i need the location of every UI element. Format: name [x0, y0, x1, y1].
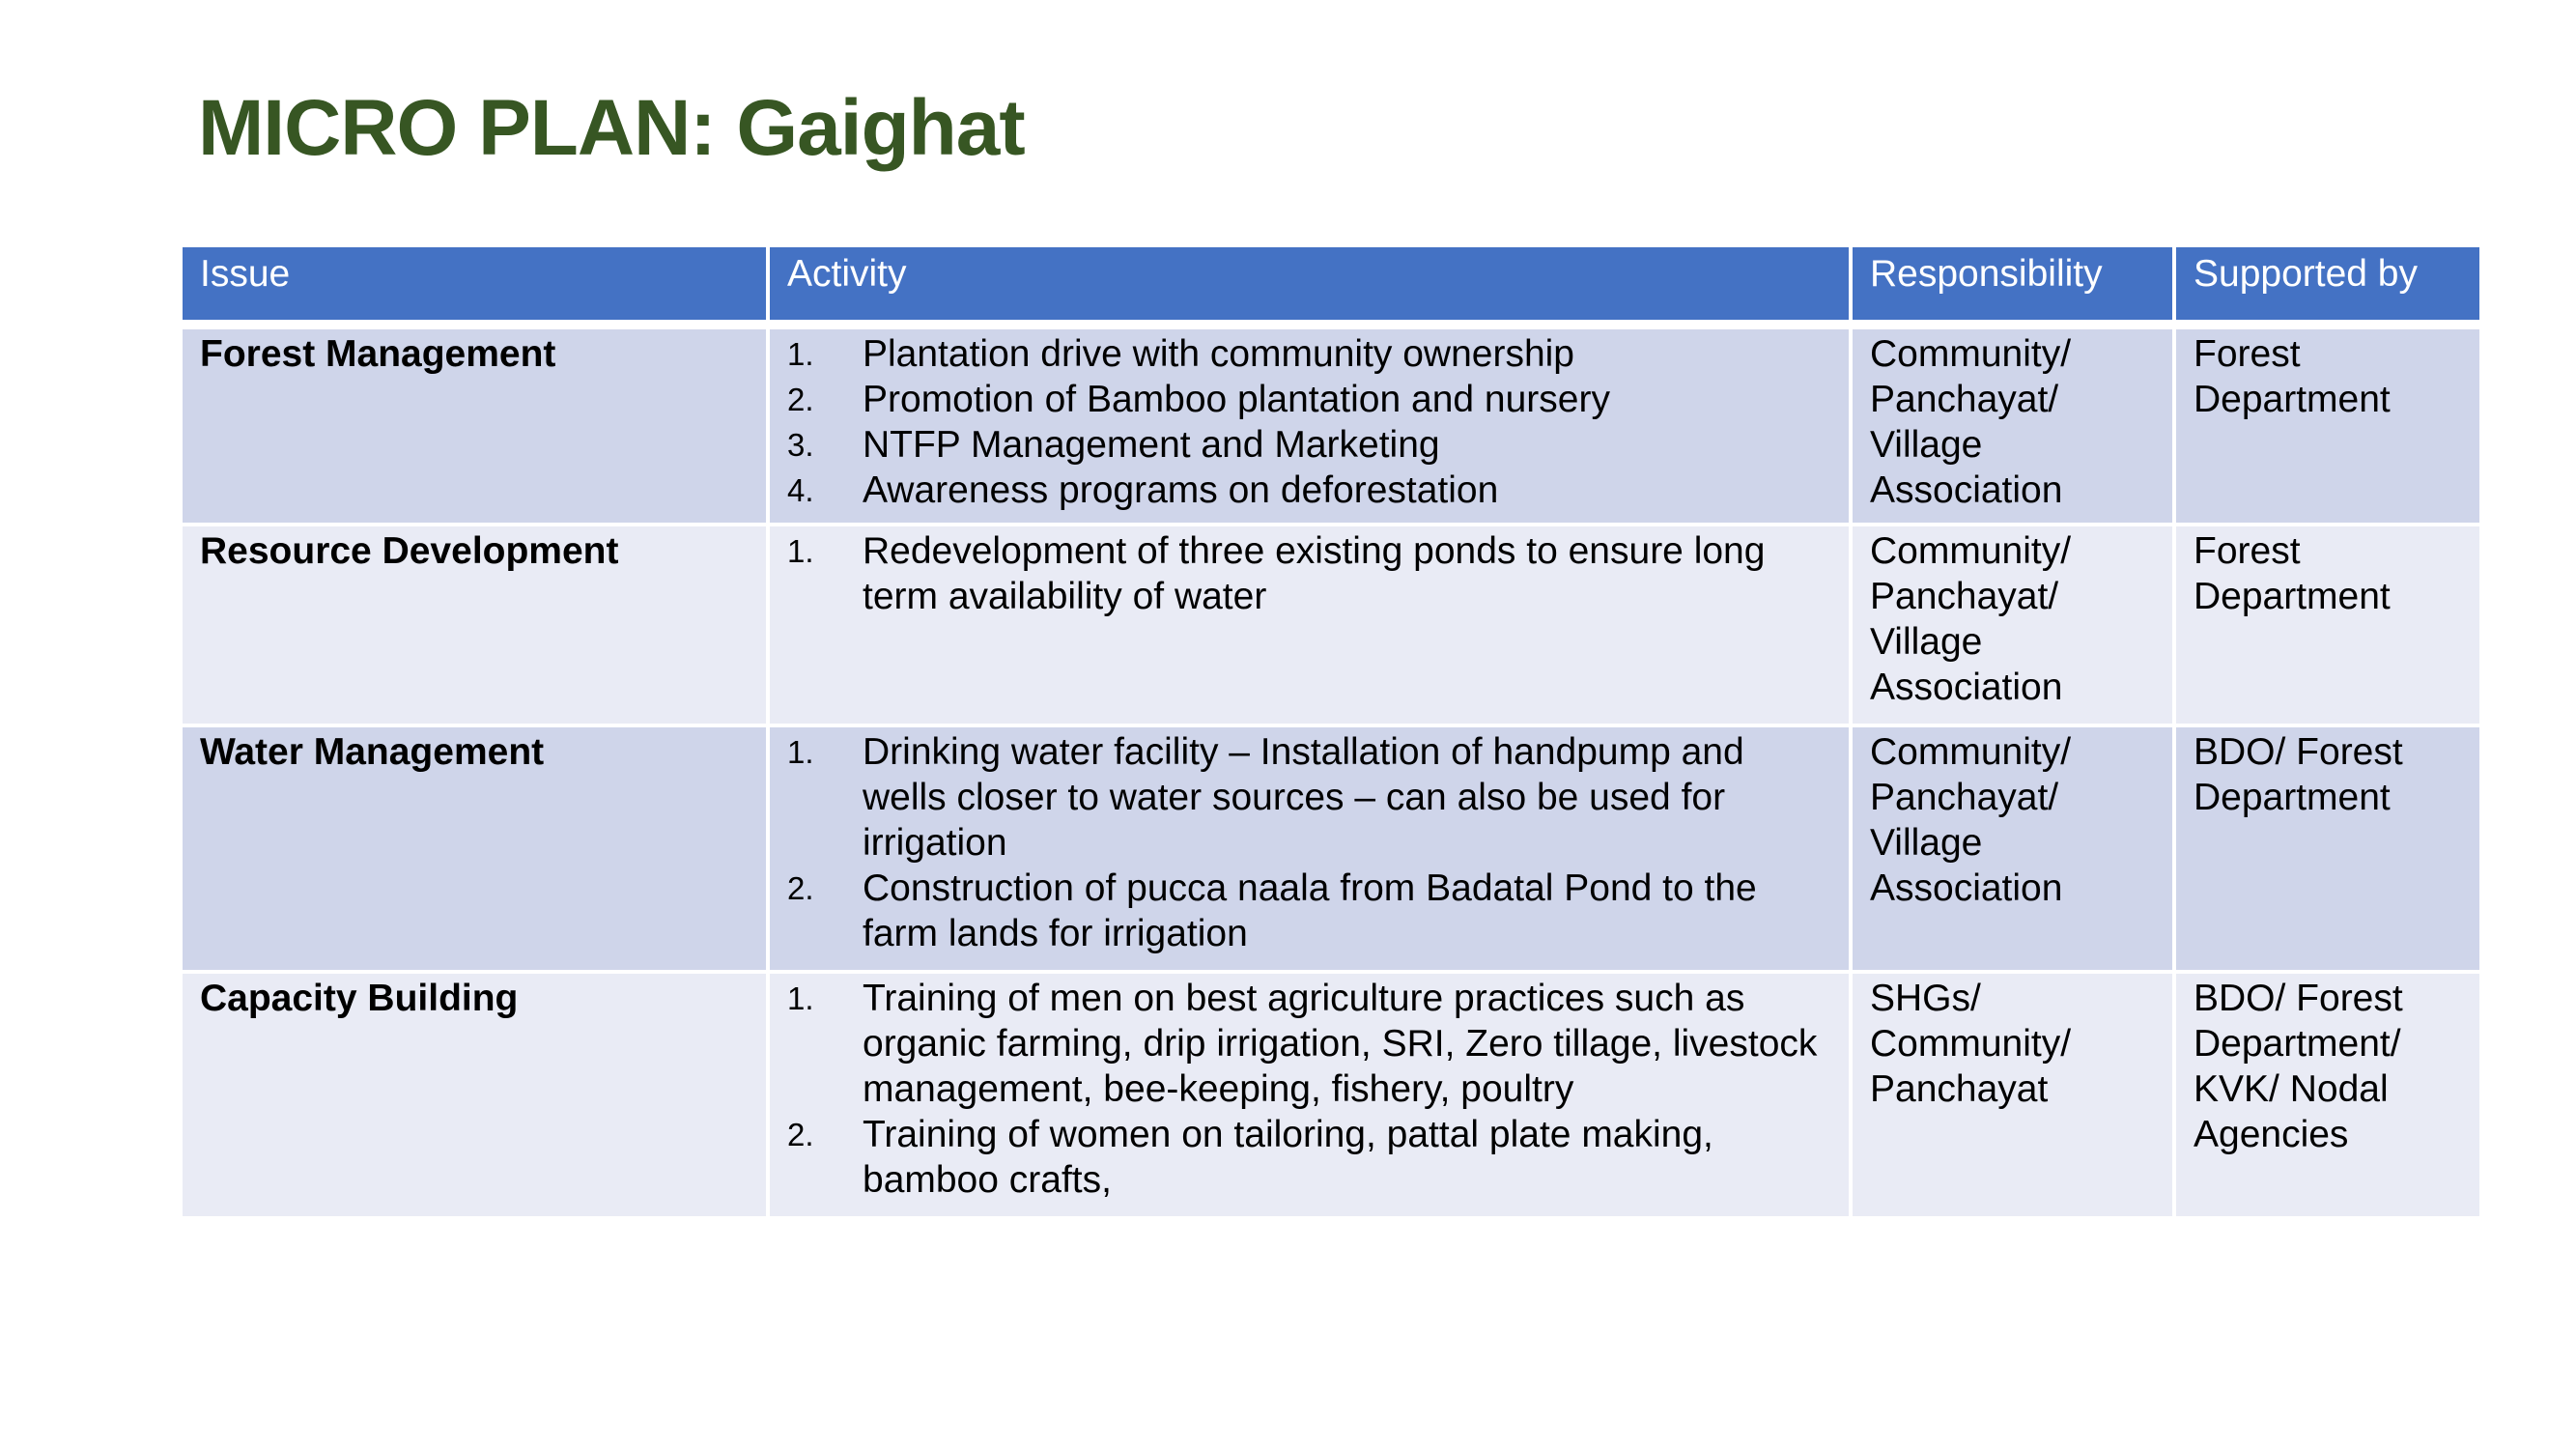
table-row	[181, 972, 2481, 1218]
table-body	[181, 325, 2481, 1218]
activity-item	[787, 866, 1831, 956]
activity-cell	[768, 525, 1851, 725]
header-activity: Activity	[768, 245, 1851, 325]
activity-text: Awareness programs on deforestation	[863, 469, 1499, 511]
activity-text: Drinking water facility – Installation of handpump and wells closer to water sources – can also be used for irrigation	[863, 731, 1744, 864]
activity-text: Redevelopment of three existing ponds to ensure long term availability of water	[863, 530, 1766, 617]
activity-number: 2.	[787, 1117, 814, 1152]
issue-cell	[181, 972, 768, 1218]
issue-cell	[181, 725, 768, 972]
activity-text: Promotion of Bamboo plantation and nursery	[863, 379, 1610, 420]
issue-label: Resource Development	[200, 530, 619, 572]
activity-number: 1.	[787, 734, 814, 770]
activity-number: 2.	[787, 870, 814, 906]
activity-text: NTFP Management and Marketing	[863, 424, 1440, 466]
activity-list	[787, 976, 1831, 1203]
responsibility-text: Community/ Panchayat/ Village Association	[1870, 731, 2072, 909]
issue-cell	[181, 525, 768, 725]
activity-number: 1.	[787, 533, 814, 569]
activity-text: Construction of pucca naala from Badatal Pond to the farm lands for irrigation	[863, 867, 1757, 954]
supported-by-cell	[2174, 325, 2481, 525]
activity-item	[787, 1112, 1831, 1203]
table-row	[181, 325, 2481, 525]
issue-cell	[181, 325, 768, 525]
activity-list	[787, 729, 1831, 956]
issue-label: Water Management	[200, 731, 545, 773]
activity-cell	[768, 725, 1851, 972]
activity-item	[787, 976, 1831, 1112]
activity-item	[787, 468, 1831, 513]
activity-list	[787, 528, 1831, 619]
activity-text: Training of women on tailoring, pattal plate making, bamboo crafts,	[863, 1114, 1713, 1201]
responsibility-cell	[1851, 972, 2174, 1218]
page-title: MICRO PLAN: Gaighat	[198, 84, 1025, 172]
activity-item	[787, 729, 1831, 866]
supported-by-text: BDO/ Forest Department	[2194, 731, 2403, 818]
activity-item	[787, 377, 1831, 422]
activity-number: 1.	[787, 336, 814, 372]
table-row	[181, 725, 2481, 972]
activity-cell	[768, 325, 1851, 525]
activity-number: 3.	[787, 427, 814, 463]
activity-item	[787, 331, 1831, 377]
responsibility-cell	[1851, 525, 2174, 725]
responsibility-cell	[1851, 325, 2174, 525]
activity-list	[787, 331, 1831, 513]
table-row	[181, 525, 2481, 725]
activity-number: 1.	[787, 980, 814, 1016]
responsibility-cell	[1851, 725, 2174, 972]
supported-by-cell	[2174, 525, 2481, 725]
issue-label: Capacity Building	[200, 978, 519, 1019]
activity-number: 4.	[787, 472, 814, 508]
supported-by-text: BDO/ Forest Department/ KVK/ Nodal Agencies	[2194, 978, 2403, 1155]
activity-text: Plantation drive with community ownership	[863, 333, 1575, 375]
header-responsibility: Responsibility	[1851, 245, 2174, 325]
micro-plan-table	[179, 243, 2483, 1220]
activity-item	[787, 528, 1831, 619]
activity-cell	[768, 972, 1851, 1218]
responsibility-text: Community/ Panchayat/ Village Association	[1870, 333, 2072, 511]
supported-by-cell	[2174, 972, 2481, 1218]
header-row	[181, 245, 2481, 325]
responsibility-text: SHGs/ Community/ Panchayat	[1870, 978, 2072, 1110]
responsibility-text: Community/ Panchayat/ Village Association	[1870, 530, 2072, 708]
supported-by-text: Forest Department	[2194, 530, 2391, 617]
supported-by-text: Forest Department	[2194, 333, 2391, 420]
activity-number: 2.	[787, 382, 814, 417]
header-issue: Issue	[181, 245, 768, 325]
header-supported-by: Supported by	[2174, 245, 2481, 325]
issue-label: Forest Management	[200, 333, 556, 375]
supported-by-cell	[2174, 725, 2481, 972]
activity-text: Training of men on best agriculture practices such as organic farming, drip irrigation, SRI, Zero tillage, livestock management, bee-keeping, fishery, poultry	[863, 978, 1818, 1110]
table-header	[181, 245, 2481, 325]
activity-item	[787, 422, 1831, 468]
